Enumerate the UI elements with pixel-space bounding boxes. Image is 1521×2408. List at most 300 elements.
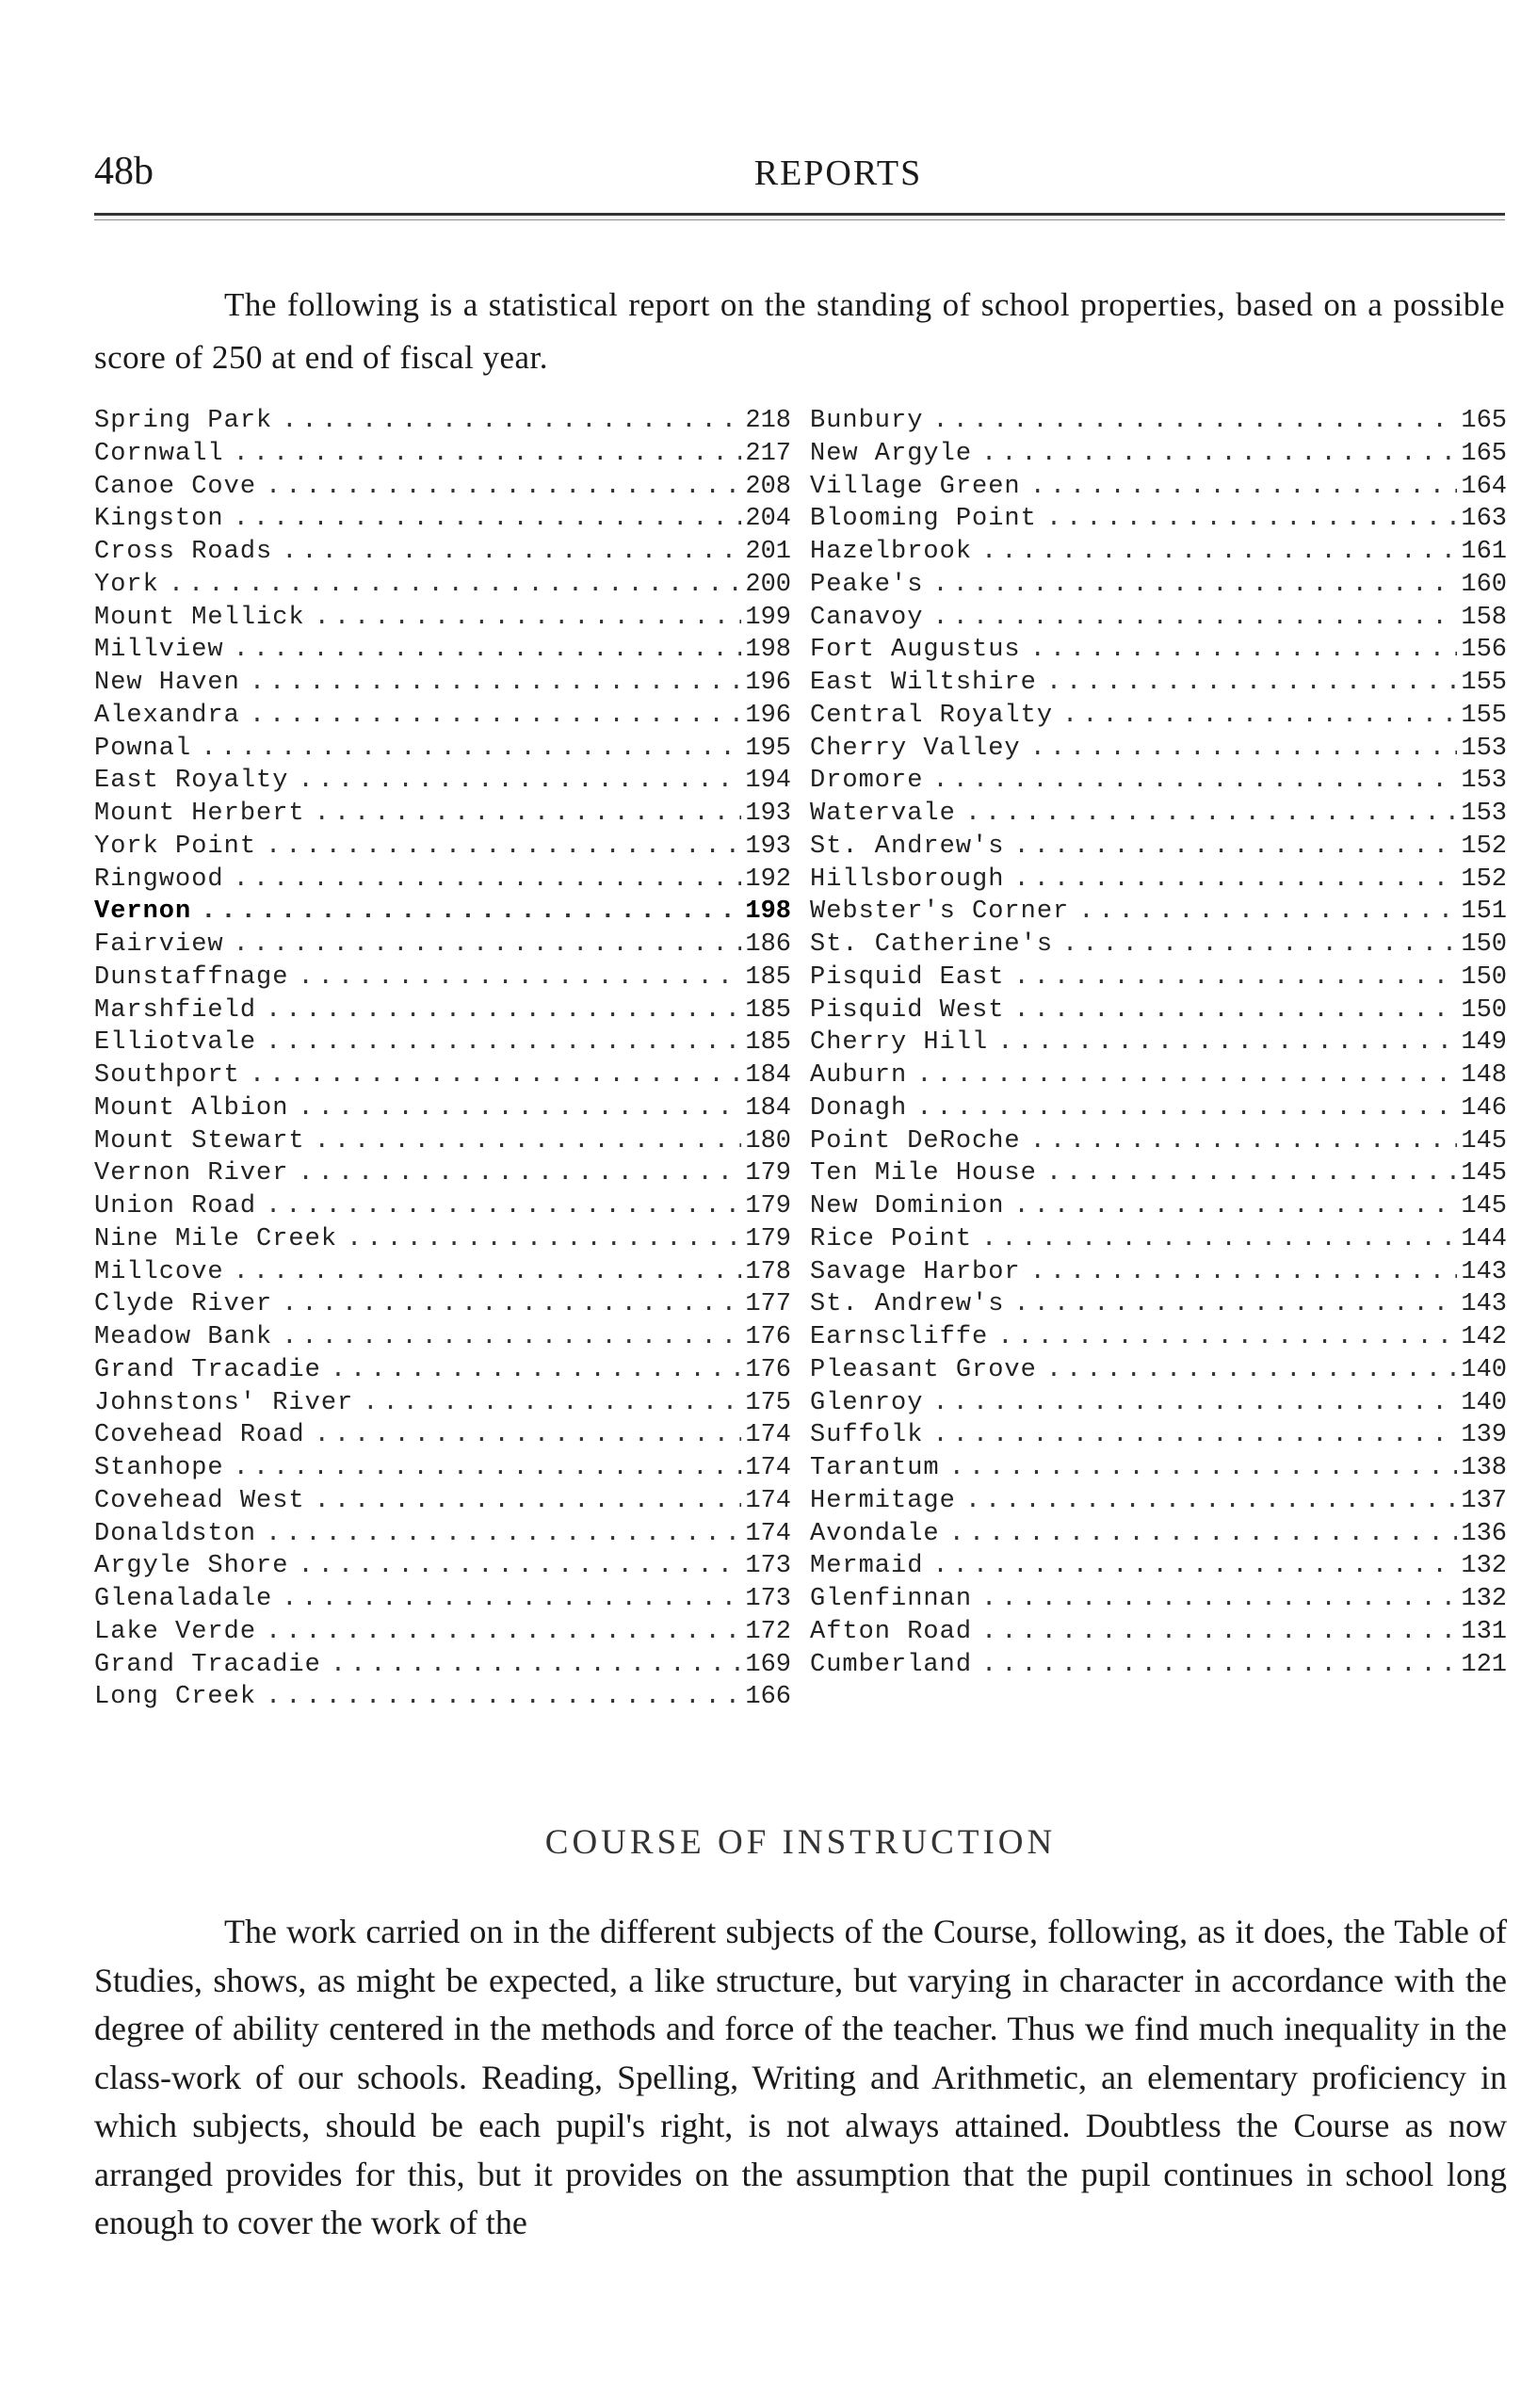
school-name: Pisquid West	[810, 995, 1005, 1025]
list-item	[94, 571, 791, 604]
dot-leader	[282, 1585, 741, 1613]
header-rule	[94, 213, 1505, 216]
school-score: 121	[1461, 1650, 1507, 1679]
school-name: Earnscliffe	[810, 1323, 989, 1351]
dot-leader	[949, 1520, 1458, 1548]
dot-leader	[298, 1159, 741, 1188]
list-item	[810, 767, 1507, 800]
school-name: New Haven	[94, 669, 240, 697]
dot-leader	[1013, 963, 1457, 992]
school-name: Kingston	[94, 505, 224, 534]
school-score: 132	[1461, 1585, 1507, 1613]
list-item	[94, 1159, 791, 1192]
list-item	[94, 669, 791, 702]
list-item	[810, 897, 1507, 930]
school-name: Millcove	[94, 1257, 224, 1286]
school-name: Vernon River	[94, 1159, 289, 1188]
school-name: Central Royalty	[810, 701, 1054, 730]
school-name: Glenaladale	[94, 1585, 273, 1613]
list-item	[810, 832, 1507, 865]
dot-leader	[234, 930, 742, 959]
list-item	[810, 1061, 1507, 1094]
list-item	[94, 1487, 791, 1520]
school-score: 155	[1461, 669, 1507, 697]
school-name: Covehead West	[94, 1486, 305, 1515]
dot-leader	[266, 1520, 741, 1548]
list-item	[810, 1290, 1507, 1323]
school-name: Peake's	[810, 570, 924, 599]
school-score: 199	[745, 603, 791, 632]
school-name: Donaldston	[94, 1519, 257, 1548]
school-score: 153	[1461, 800, 1507, 828]
dot-leader	[916, 1061, 1457, 1090]
dot-leader	[266, 996, 741, 1025]
school-score: 166	[745, 1683, 791, 1712]
school-name: Avondale	[810, 1519, 940, 1548]
school-name: Rice Point	[810, 1224, 973, 1253]
list-item	[94, 1225, 791, 1258]
dot-leader	[331, 1356, 742, 1384]
dot-leader	[1046, 1159, 1458, 1188]
list-item	[810, 1552, 1507, 1585]
school-name: Meadow Bank	[94, 1323, 273, 1351]
list-item	[810, 407, 1507, 440]
school-name: Village Green	[810, 472, 1021, 501]
list-item	[810, 1225, 1507, 1258]
dot-leader	[981, 1618, 1457, 1646]
dot-leader	[169, 571, 742, 599]
school-name: Ten Mile House	[810, 1159, 1037, 1188]
dot-leader	[1062, 702, 1457, 730]
school-score: 193	[745, 832, 791, 861]
school-score: 196	[745, 701, 791, 730]
dot-leader	[234, 1454, 742, 1482]
school-name: Hermitage	[810, 1486, 956, 1515]
score-column-left	[94, 407, 791, 1716]
school-score: 185	[745, 1028, 791, 1058]
list-item	[94, 1520, 791, 1553]
dot-leader	[250, 1061, 742, 1090]
dot-leader	[997, 1028, 1457, 1057]
school-name: Hazelbrook	[810, 538, 973, 566]
school-name: Marshfield	[94, 995, 257, 1025]
dot-leader	[932, 571, 1457, 599]
school-score: 152	[1461, 865, 1507, 894]
list-item	[94, 1683, 791, 1716]
school-name: Elliotvale	[94, 1028, 257, 1058]
school-score: 153	[1461, 767, 1507, 796]
dot-leader	[363, 1389, 741, 1417]
school-score: 158	[1461, 603, 1507, 632]
dot-leader	[266, 1028, 741, 1057]
school-name: York Point	[94, 832, 257, 861]
school-name: Bunbury	[810, 407, 924, 435]
dot-leader	[981, 1225, 1457, 1253]
list-item	[810, 865, 1507, 898]
school-name: St. Andrew's	[810, 832, 1005, 861]
school-name: Pleasant Grove	[810, 1355, 1037, 1384]
list-item	[94, 1454, 791, 1487]
list-item	[94, 1290, 791, 1323]
school-score: 160	[1461, 570, 1507, 599]
dot-leader	[282, 538, 741, 566]
dot-leader	[932, 407, 1457, 435]
school-score: 193	[745, 800, 791, 828]
school-score: 143	[1461, 1257, 1507, 1286]
school-score: 136	[1461, 1519, 1507, 1548]
school-score: 131	[1461, 1617, 1507, 1646]
list-item	[94, 832, 791, 865]
dot-leader	[1078, 897, 1457, 926]
list-item	[810, 1159, 1507, 1192]
school-score: 165	[1461, 407, 1507, 435]
school-score: 165	[1461, 439, 1507, 468]
list-item	[810, 1389, 1507, 1422]
school-score: 179	[745, 1192, 791, 1220]
school-score: 148	[1461, 1061, 1507, 1090]
dot-leader	[266, 1192, 741, 1220]
list-item	[810, 1094, 1507, 1127]
dot-leader	[201, 735, 741, 763]
list-item	[810, 1192, 1507, 1225]
list-item	[94, 538, 791, 571]
list-item	[94, 1061, 791, 1094]
list-item	[810, 473, 1507, 506]
list-item	[94, 930, 791, 963]
list-item	[94, 865, 791, 898]
school-score: 173	[745, 1552, 791, 1581]
school-score: 174	[745, 1519, 791, 1548]
dot-leader	[949, 1454, 1458, 1482]
dot-leader	[298, 1094, 741, 1123]
school-score: 178	[745, 1257, 791, 1286]
school-name: Mount Herbert	[94, 800, 305, 828]
school-score: 139	[1461, 1421, 1507, 1450]
school-score: 201	[745, 538, 791, 566]
list-item	[810, 440, 1507, 473]
list-item	[94, 897, 791, 930]
dot-leader	[298, 767, 741, 795]
section-heading: COURSE OF INSTRUCTION	[544, 1823, 1057, 1862]
list-item	[810, 1618, 1507, 1651]
running-head	[94, 149, 1507, 205]
school-score: 169	[745, 1650, 791, 1679]
school-name: East Wiltshire	[810, 669, 1037, 697]
list-item	[810, 800, 1507, 832]
school-name: Fairview	[94, 930, 224, 959]
school-score: 185	[745, 995, 791, 1025]
school-score: 192	[745, 865, 791, 894]
list-item	[810, 1520, 1507, 1553]
school-name: Cross Roads	[94, 538, 273, 566]
school-score: 142	[1461, 1323, 1507, 1351]
list-item	[94, 636, 791, 669]
dot-leader	[234, 636, 742, 664]
list-item	[94, 505, 791, 538]
dot-leader	[282, 1290, 741, 1318]
list-item	[810, 538, 1507, 571]
school-score: 173	[745, 1585, 791, 1613]
list-item	[94, 1356, 791, 1389]
school-name: Point DeRoche	[810, 1126, 1021, 1156]
school-score: 153	[1461, 734, 1507, 763]
list-item	[94, 1618, 791, 1651]
school-name: Cornwall	[94, 439, 224, 468]
list-item	[94, 1389, 791, 1422]
dot-leader	[916, 1094, 1457, 1123]
school-score: 137	[1461, 1486, 1507, 1515]
dot-leader	[932, 604, 1457, 632]
page-number: 48b	[94, 150, 154, 193]
school-score: 146	[1461, 1093, 1507, 1123]
school-name: Dunstaffnage	[94, 962, 289, 992]
list-item	[810, 1585, 1507, 1618]
school-name: Watervale	[810, 800, 956, 828]
school-score: 145	[1461, 1192, 1507, 1220]
dot-leader	[234, 865, 742, 894]
school-name: Ringwood	[94, 865, 224, 894]
school-name: Grand Tracadie	[94, 1650, 321, 1679]
school-name: Auburn	[810, 1061, 908, 1090]
school-name: Afton Road	[810, 1617, 973, 1646]
list-item	[94, 800, 791, 832]
school-name: Webster's Corner	[810, 897, 1070, 927]
school-name: Mount Albion	[94, 1093, 289, 1123]
list-item	[810, 1258, 1507, 1291]
school-score: 140	[1461, 1388, 1507, 1417]
school-name: Long Creek	[94, 1683, 257, 1712]
school-name: Spring Park	[94, 407, 273, 435]
dot-leader	[1046, 669, 1458, 697]
list-item	[810, 996, 1507, 1029]
school-score: 186	[745, 930, 791, 959]
school-name: St. Andrew's	[810, 1290, 1005, 1319]
school-score: 217	[745, 439, 791, 468]
school-name: Donagh	[810, 1093, 908, 1123]
list-item	[810, 604, 1507, 637]
dot-leader	[298, 963, 741, 992]
dot-leader	[981, 440, 1457, 468]
dot-leader	[1030, 1127, 1458, 1156]
dot-leader	[1062, 930, 1457, 959]
school-name: Cumberland	[810, 1650, 973, 1679]
school-score: 185	[745, 962, 791, 992]
list-item	[94, 1552, 791, 1585]
list-item	[94, 1192, 791, 1225]
school-name: Mount Stewart	[94, 1126, 305, 1156]
list-item	[810, 1127, 1507, 1160]
list-item	[810, 930, 1507, 963]
dot-leader	[1030, 735, 1458, 763]
list-item	[94, 407, 791, 440]
list-item	[810, 669, 1507, 702]
dot-leader	[315, 604, 742, 632]
school-score: 138	[1461, 1454, 1507, 1482]
dot-leader	[315, 1421, 742, 1449]
school-score: 150	[1461, 962, 1507, 992]
school-name: Union Road	[94, 1192, 257, 1220]
school-name: York	[94, 570, 159, 599]
school-score: 204	[745, 505, 791, 534]
school-name: Grand Tracadie	[94, 1355, 321, 1384]
school-score: 184	[745, 1093, 791, 1123]
dot-leader	[266, 1683, 741, 1711]
school-score: 184	[745, 1061, 791, 1090]
school-score: 198	[745, 636, 791, 665]
list-item	[94, 1094, 791, 1127]
list-item	[94, 604, 791, 637]
list-item	[94, 473, 791, 506]
list-item	[810, 1028, 1507, 1061]
dot-leader	[932, 1552, 1457, 1580]
dot-leader	[1013, 1290, 1457, 1318]
dot-leader	[250, 669, 742, 697]
dot-leader	[997, 1323, 1457, 1351]
intro-paragraph: The following is a statistical report on the standing of school properties, based on a possible score of 250 at end of fiscal year.	[94, 286, 1505, 376]
dot-leader	[981, 1585, 1457, 1613]
dot-leader	[315, 1487, 742, 1515]
school-name: Mount Mellick	[94, 603, 305, 632]
school-score: 198	[745, 897, 791, 927]
dot-leader	[266, 832, 741, 861]
school-name: Savage Harbor	[810, 1257, 1021, 1286]
dot-leader	[1046, 1356, 1458, 1384]
dot-leader	[965, 800, 1458, 828]
school-score: 195	[745, 734, 791, 763]
score-column-right	[810, 407, 1507, 1716]
dot-leader	[234, 440, 742, 468]
school-name: Alexandra	[94, 701, 240, 730]
school-name: Canavoy	[810, 603, 924, 632]
dot-leader	[1013, 1192, 1457, 1220]
section-body: The work carried on in the different subjects of the Course, following, as it does, the Table of Studies, shows, as might be expected, a like structure, but varying in character in accordance with the degree of ability centered in the methods and force of the teacher. Thus we find much inequality in the class-work of our schools. Reading, Spelling, Writing and Arithmetic, an elementary proficiency in which subjects, should be each pupil's right, is not always attained. Doubtless the Course as now arranged provides for this, but it provides on the assumption that the pupil continues in school long enough to cover the work of the	[94, 1913, 1507, 2241]
school-score: 152	[1461, 832, 1507, 861]
dot-leader	[1013, 832, 1457, 861]
school-score: 163	[1461, 505, 1507, 534]
school-name: New Argyle	[810, 439, 973, 468]
school-score: 179	[745, 1159, 791, 1188]
list-item	[94, 1421, 791, 1454]
dot-leader	[315, 800, 742, 828]
list-item	[810, 702, 1507, 735]
school-name: Canoe Cove	[94, 472, 257, 501]
school-score: 155	[1461, 701, 1507, 730]
school-name: Fort Augustus	[810, 636, 1021, 665]
school-score: 145	[1461, 1159, 1507, 1188]
school-score: 179	[745, 1224, 791, 1253]
school-name: Mermaid	[810, 1552, 924, 1581]
school-name: Pownal	[94, 734, 192, 763]
list-item	[810, 1356, 1507, 1389]
school-score: 196	[745, 669, 791, 697]
school-name: East Royalty	[94, 767, 289, 796]
school-name: Glenfinnan	[810, 1585, 973, 1613]
school-score: 174	[745, 1421, 791, 1450]
dot-leader	[347, 1225, 741, 1253]
dot-leader	[932, 1421, 1457, 1449]
dot-leader	[234, 505, 742, 533]
list-item	[94, 1258, 791, 1291]
school-score: 218	[745, 407, 791, 435]
dot-leader	[965, 1487, 1458, 1515]
list-item	[94, 1127, 791, 1160]
school-name: Hillsborough	[810, 865, 1005, 894]
dot-leader	[201, 897, 741, 926]
dot-leader	[1013, 996, 1457, 1025]
school-name: Nine Mile Creek	[94, 1224, 338, 1253]
school-score: 174	[745, 1454, 791, 1482]
school-score: 176	[745, 1355, 791, 1384]
school-score: 208	[745, 472, 791, 501]
school-name: New Dominion	[810, 1192, 1005, 1220]
school-score: 200	[745, 570, 791, 599]
school-score: 150	[1461, 930, 1507, 959]
school-name: Southport	[94, 1061, 240, 1090]
dot-leader	[1030, 636, 1458, 664]
school-score: 172	[745, 1617, 791, 1646]
score-table	[94, 407, 1507, 1716]
school-name: Stanhope	[94, 1454, 224, 1482]
dot-leader	[331, 1651, 742, 1679]
dot-leader	[234, 1258, 742, 1286]
school-name: Pisquid East	[810, 962, 1005, 992]
dot-leader	[1013, 865, 1457, 894]
list-item	[810, 1487, 1507, 1520]
list-item	[810, 963, 1507, 996]
list-item	[810, 1454, 1507, 1487]
dot-leader	[298, 1552, 741, 1580]
list-item	[810, 505, 1507, 538]
list-item	[94, 1651, 791, 1684]
dot-leader	[1030, 1258, 1458, 1286]
dot-leader	[981, 538, 1457, 566]
school-score: 132	[1461, 1552, 1507, 1581]
school-score: 176	[745, 1323, 791, 1351]
list-item	[810, 571, 1507, 604]
dot-leader	[315, 1127, 742, 1156]
dot-leader	[266, 473, 741, 501]
list-item	[810, 636, 1507, 669]
list-item	[810, 1323, 1507, 1356]
school-score: 174	[745, 1486, 791, 1515]
list-item	[94, 735, 791, 768]
list-item	[94, 1028, 791, 1061]
school-name: St. Catherine's	[810, 930, 1054, 959]
school-name: Tarantum	[810, 1454, 940, 1482]
school-name: Clyde River	[94, 1290, 273, 1319]
list-item	[94, 1585, 791, 1618]
school-score: 149	[1461, 1028, 1507, 1058]
school-name: Cherry Hill	[810, 1028, 989, 1058]
school-score: 150	[1461, 995, 1507, 1025]
running-title: REPORTS	[753, 154, 923, 193]
dot-leader	[981, 1651, 1457, 1679]
school-score: 144	[1461, 1224, 1507, 1253]
school-name: Dromore	[810, 767, 924, 796]
school-score: 143	[1461, 1290, 1507, 1319]
list-item	[810, 1651, 1507, 1684]
school-name: Covehead Road	[94, 1421, 305, 1450]
dot-leader	[282, 1323, 741, 1351]
school-name: Suffolk	[810, 1421, 924, 1450]
school-name: Glenroy	[810, 1388, 924, 1417]
list-item	[810, 735, 1507, 768]
dot-leader	[1030, 473, 1458, 501]
header-rule-thin	[94, 219, 1505, 220]
list-item	[94, 440, 791, 473]
dot-leader	[282, 407, 741, 435]
school-score: 161	[1461, 538, 1507, 566]
